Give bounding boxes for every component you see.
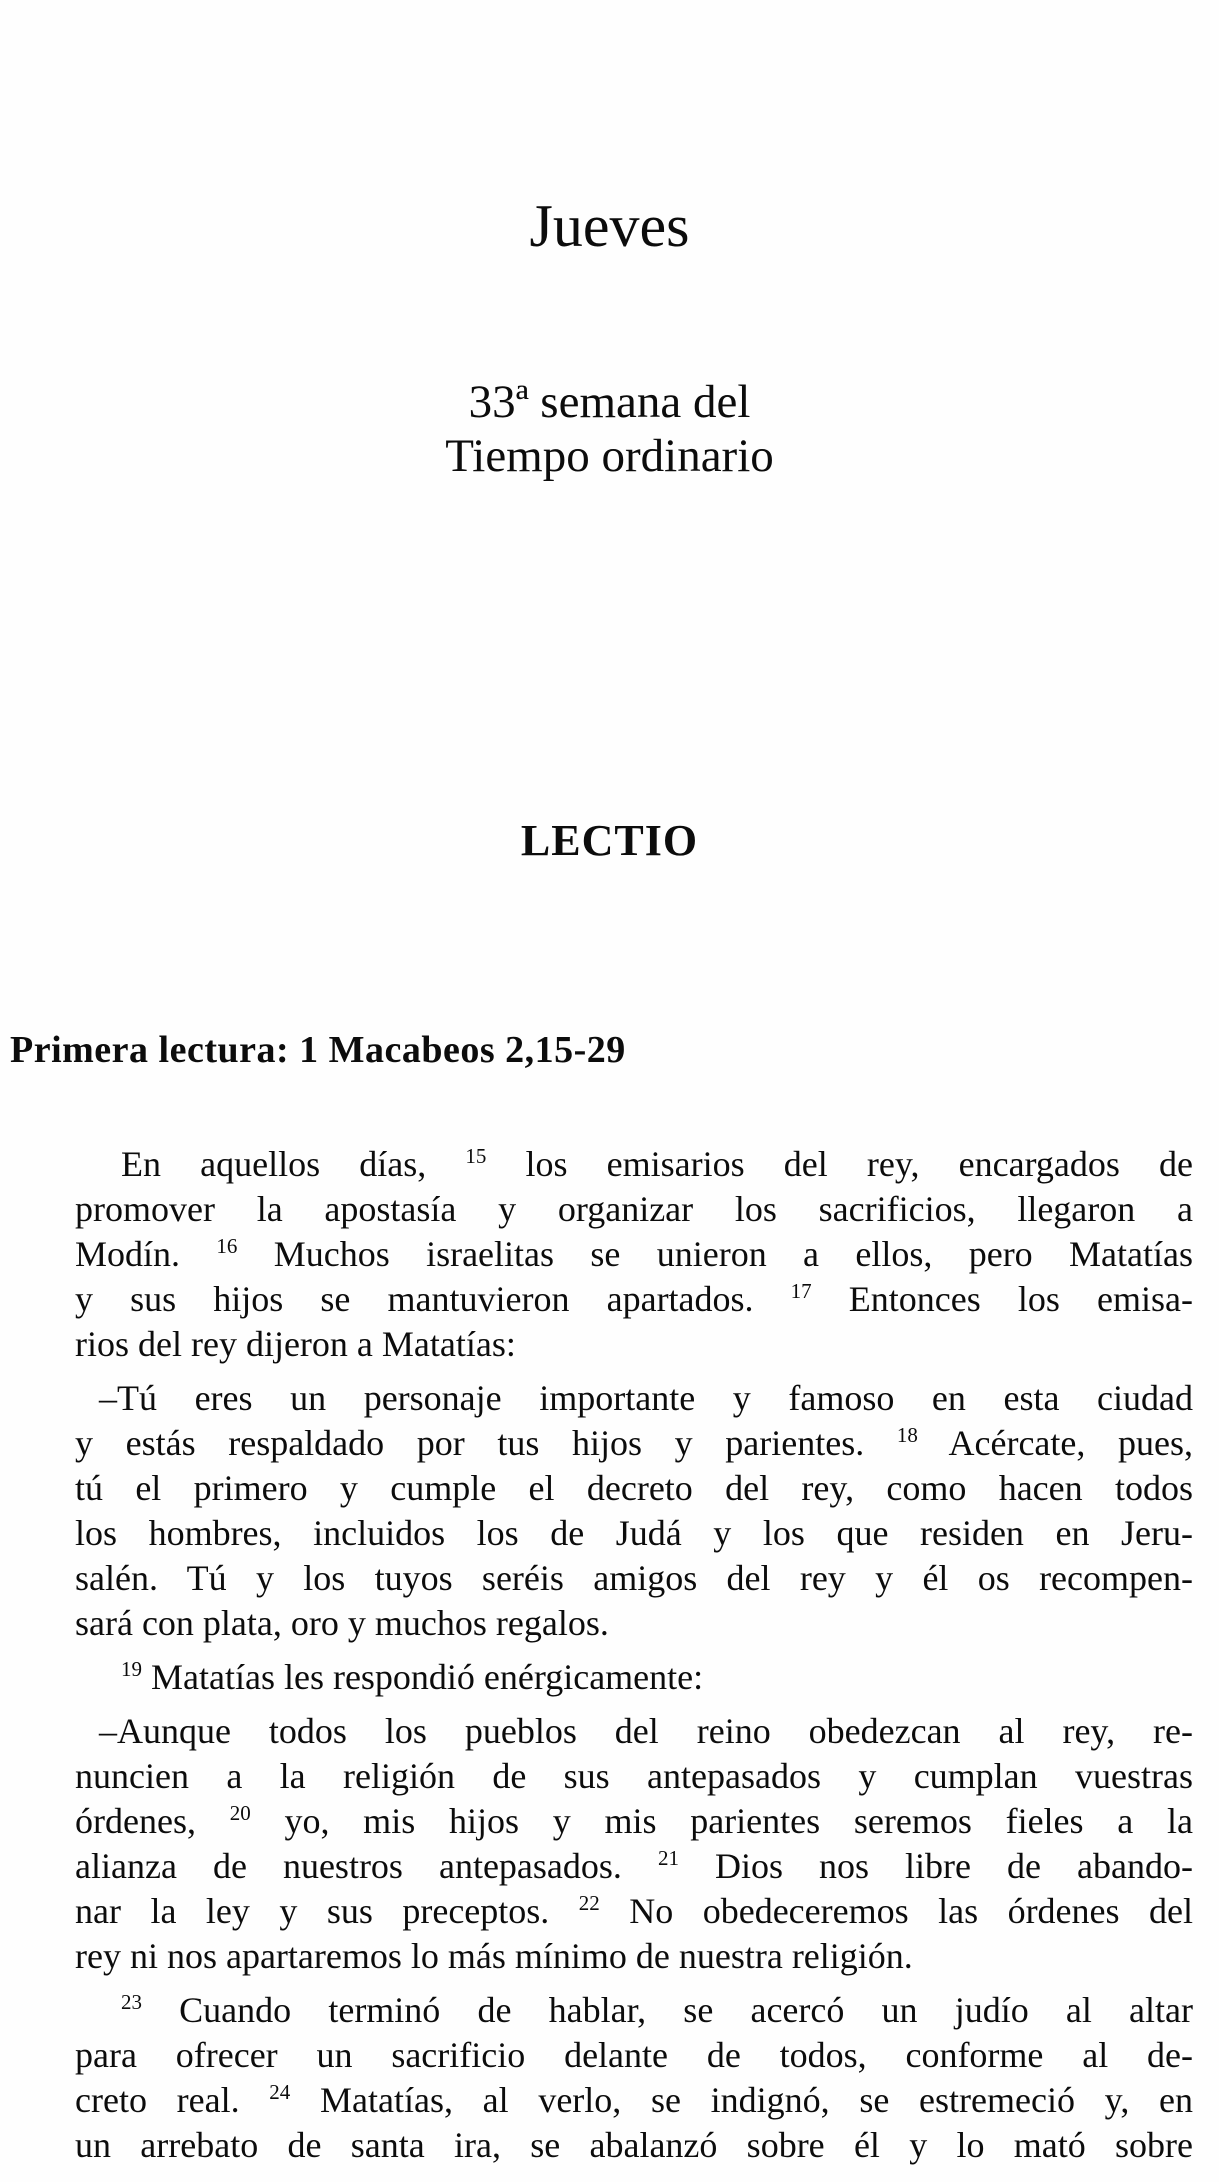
text-line: salén. Tú y los tuyos seréis amigos del rey y él os recompen- [75, 1558, 1193, 1598]
verse-number: 15 [465, 1144, 487, 1168]
reading-heading: Primera lectura: 1 Macabeos 2,15-29 [10, 1029, 626, 1071]
paragraph [75, 1142, 1193, 1367]
text-line: –Aunque todos los pueblos del reino obedezcan al rey, re- [99, 1711, 1193, 1751]
text-line: En aquellos días, $^{15}$ los emisarios del rey, encargados de [121, 1144, 1193, 1184]
text-line: los hombres, incluidos los de Judá y los que residen en Jeru- [75, 1513, 1193, 1553]
text-line: y estás respaldado por tus hijos y parientes. $^{18}$ Acércate, pues, [75, 1423, 1193, 1463]
text-line: nar la ley y sus preceptos. $^{22}$ No obedeceremos las órdenes del [75, 1891, 1193, 1931]
text-line: rey ni nos apartaremos lo más mínimo de nuestra religión. [75, 1936, 913, 1976]
verse-number: 17 [790, 1279, 812, 1303]
text-line: –Tú eres un personaje importante y famoso en esta ciudad [99, 1378, 1193, 1418]
week-subtitle-line-2: Tiempo ordinario [445, 430, 774, 482]
week-subtitle-line-1: 33ª semana del [468, 376, 751, 428]
lectio-section-heading: LECTIO [520, 816, 699, 865]
text-line: promover la apostasía y organizar los sacrificios, llegaron a [75, 1189, 1193, 1229]
text-line: sará con plata, oro y muchos regalos. [75, 1603, 609, 1643]
verse-number: 21 [657, 1846, 679, 1870]
paragraph [75, 1988, 1193, 2168]
text-line: órdenes, $^{20}$ yo, mis hijos y mis parientes seremos fieles a la [75, 1801, 1193, 1841]
verse-number: 22 [578, 1891, 600, 1915]
text-line: tú el primero y cumple el decreto del rey, como hacen todos [75, 1468, 1193, 1508]
verse-number: 20 [229, 1801, 251, 1825]
text-line: Modín. $^{16}$ Muchos israelitas se unieron a ellos, pero Matatías [75, 1234, 1193, 1274]
paragraph [75, 1709, 1193, 1979]
text-line: $^{23}$ Cuando terminó de hablar, se acercó un judío al altar [121, 1990, 1193, 2030]
verse-number: 16 [216, 1234, 238, 1258]
paragraph [75, 1376, 1193, 1646]
verse-number: 19 [121, 1657, 142, 1681]
text-line: rios del rey dijeron a Matatías: [75, 1324, 516, 1364]
text-line: para ofrecer un sacrificio delante de todos, conforme al de- [75, 2035, 1193, 2075]
verse-number: 18 [896, 1423, 918, 1447]
week-subtitle [0, 375, 1219, 483]
text-line: creto real. $^{24}$ Matatías, al verlo, se indignó, se estremeció y, en [75, 2080, 1193, 2120]
text-line: nuncien a la religión de sus antepasados y cumplan vuestras [75, 1756, 1193, 1796]
verse-number: 23 [121, 1990, 142, 2014]
text-line: $^{19}$ Matatías les respondió enérgicamente: [121, 1657, 704, 1697]
verse-number: 24 [269, 2080, 291, 2104]
reading-body [75, 1142, 1193, 2168]
text-line: y sus hijos se mantuvieron apartados. $^{17}$ Entonces los emisa- [75, 1279, 1193, 1319]
text-line: un arrebato de santa ira, se abalanzó sobre él y lo mató sobre [75, 2125, 1193, 2165]
reading-section [0, 1028, 1219, 2168]
text-line: alianza de nuestros antepasados. $^{21}$ Dios nos libre de abando- [75, 1846, 1193, 1886]
day-title: Jueves [529, 193, 690, 259]
paragraph [75, 1655, 1193, 1700]
